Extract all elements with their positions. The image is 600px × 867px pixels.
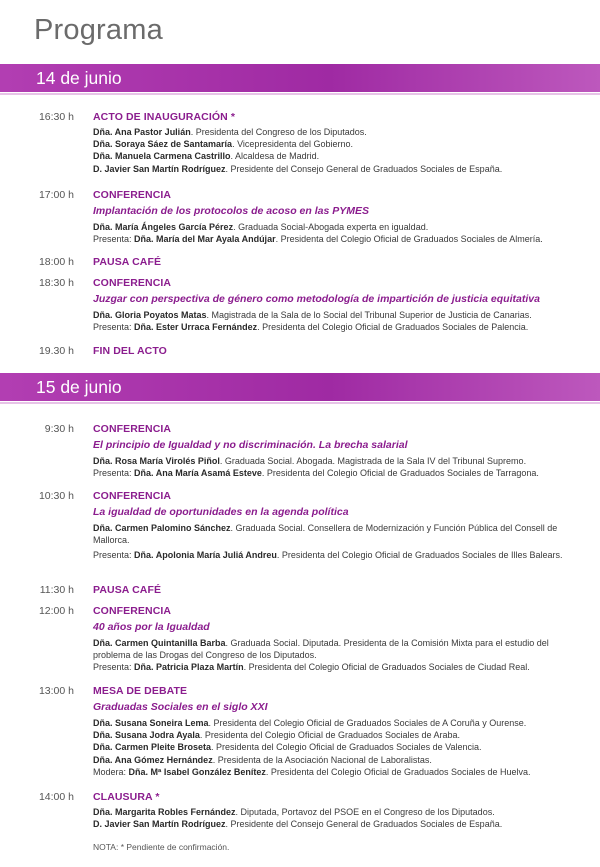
session-time: 18:30 h bbox=[38, 277, 74, 289]
speaker-line: Dña. Gloria Poyatos Matas. Magistrada de la Sala de lo Social del Tribunal Superior de Justicia de Canarias. bbox=[93, 310, 532, 320]
session-kind: CONFERENCIA bbox=[93, 423, 172, 435]
session-time: 18:00 h bbox=[38, 256, 74, 268]
session-kind: ACTO DE INAUGURACIÓN * bbox=[93, 111, 236, 123]
session-topic: Graduadas Sociales en el siglo XXI bbox=[93, 701, 268, 713]
session-kind: CLAUSURA * bbox=[93, 791, 160, 803]
session-kind: CONFERENCIA bbox=[93, 605, 172, 617]
day-header-14-junio: 14 de junio bbox=[0, 64, 600, 92]
session-time: 9:30 h bbox=[44, 423, 74, 435]
speaker-line: Dña. Carmen Palomino Sánchez. Graduada Social. Consellera de Modernización y Función Pública del Consell de Mallorca. bbox=[93, 523, 558, 546]
speaker-line: Dña. Ana Gómez Hernández. Presidenta de la Asociación Nacional de Laboralistas. bbox=[93, 754, 432, 765]
session-time: 13:00 h bbox=[38, 685, 74, 697]
speaker-line: Dña. Carmen Quintanilla Barba. Graduada Social. Diputada. Presidenta de la Comisión Mixta para el estudio del problema de las Drogas del Congreso de los Diputados. bbox=[93, 638, 549, 661]
presenter-line: Presenta: Dña. Ester Urraca Fernández. Presidenta del Colegio Oficial de Graduados Sociales de Palencia. bbox=[93, 322, 529, 333]
session-time: 17:00 h bbox=[38, 189, 74, 201]
session-kind: FIN DEL ACTO bbox=[93, 345, 167, 357]
speaker-line: Dña. Carmen Pleite Broseta. Presidenta del Colegio Oficial de Graduados Sociales de Valencia. bbox=[93, 742, 482, 753]
speaker-line: Dña. Soraya Sáez de Santamaría. Vicepresidenta del Gobierno. bbox=[93, 139, 353, 150]
session-topic: El principio de Igualdad y no discriminación. La brecha salarial bbox=[93, 439, 408, 451]
session-time: 11:30 h bbox=[39, 584, 74, 596]
presenter-line: Presenta: Dña. Apolonia María Juliá Andreu. Presidenta del Colegio Oficial de Graduados Sociales de Illes Balears. bbox=[93, 550, 563, 561]
session-time: 10:30 h bbox=[38, 490, 74, 502]
speaker-line: Dña. Margarita Robles Fernández. Diputada, Portavoz del PSOE en el Congreso de los Diputados. bbox=[93, 807, 495, 817]
session-topic: Implantación de los protocolos de acoso en las PYMES bbox=[93, 205, 369, 217]
speaker-line: Dña. María Ángeles García Pérez. Graduada Social-Abogada experta en igualdad. bbox=[93, 222, 429, 232]
session-kind: PAUSA CAFÉ bbox=[93, 584, 162, 596]
session-kind: PAUSA CAFÉ bbox=[93, 256, 162, 268]
speaker-line: Dña. Manuela Carmena Castrillo. Alcaldesa de Madrid. bbox=[93, 151, 320, 162]
day-header-15-junio: 15 de junio bbox=[0, 373, 600, 401]
session-kind: CONFERENCIA bbox=[93, 189, 172, 201]
session-kind: MESA DE DEBATE bbox=[93, 685, 188, 697]
speaker-line: D. Javier San Martín Rodríguez. Presidente del Consejo General de Graduados Sociales de España. bbox=[93, 163, 503, 174]
presenter-line: Presenta: Dña. Patricia Plaza Martín. Presidenta del Colegio Oficial de Graduados Sociales de Ciudad Real. bbox=[93, 662, 530, 673]
presenter-line: Presenta: Dña. Ana María Asamá Esteve. Presidenta del Colegio Oficial de Graduados Sociales de Tarragona. bbox=[93, 468, 539, 479]
speaker-line: Dña. Susana Jodra Ayala. Presidenta del Colegio Oficial de Graduados Sociales de Araba. bbox=[93, 730, 461, 741]
session-topic: La igualdad de oportunidades en la agenda política bbox=[93, 506, 349, 518]
footnote: NOTA: * Pendiente de confirmación. bbox=[93, 842, 230, 852]
session-time: 12:00 h bbox=[38, 605, 74, 617]
page-title: Programa bbox=[34, 14, 163, 46]
session-topic: Juzgar con perspectiva de género como metodología de impartición de justicia equitativa bbox=[93, 293, 540, 305]
speaker-line: Dña. Rosa María Virolés Piñol. Graduada Social. Abogada. Magistrada de la Sala IV del Tribunal Supremo. bbox=[93, 456, 527, 466]
session-topic: 40 años por la Igualdad bbox=[93, 621, 210, 633]
session-kind: CONFERENCIA bbox=[93, 277, 172, 289]
presenter-line: Presenta: Dña. María del Mar Ayala Andújar. Presidenta del Colegio Oficial de Graduados Sociales de Almería. bbox=[93, 234, 543, 245]
speaker-line: D. Javier San Martín Rodríguez. Presidente del Consejo General de Graduados Sociales de España. bbox=[93, 819, 503, 830]
session-time: 14:00 h bbox=[38, 791, 74, 803]
speaker-line: Dña. Ana Pastor Julián. Presidenta del Congreso de los Diputados. bbox=[93, 127, 367, 137]
moderator-line: Modera: Dña. Mª Isabel González Benítez. Presidenta del Colegio Oficial de Graduados Sociales de Huelva. bbox=[93, 766, 531, 777]
session-time: 19.30 h bbox=[38, 345, 74, 357]
speaker-line: Dña. Susana Soneira Lema. Presidenta del Colegio Oficial de Graduados Sociales de A Coruña y Ourense. bbox=[93, 718, 527, 728]
session-time: 16:30 h bbox=[38, 111, 74, 123]
session-kind: CONFERENCIA bbox=[93, 490, 172, 502]
